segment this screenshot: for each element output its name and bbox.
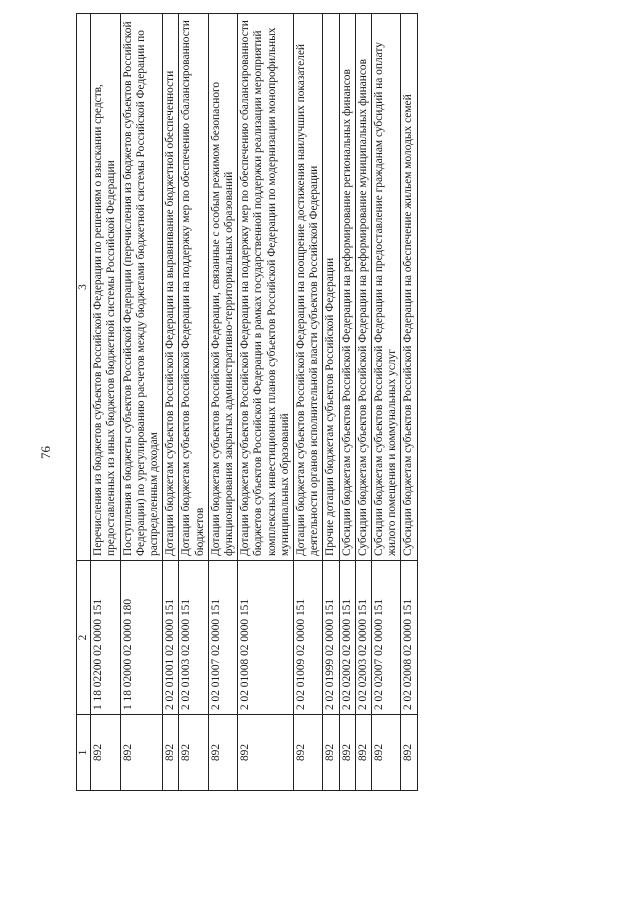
- table-row: [323, 14, 339, 791]
- admin-code-cell: 892: [208, 715, 237, 791]
- header-col-3: 3: [77, 14, 91, 561]
- admin-code-cell: 892: [238, 715, 294, 791]
- budget-code-cell: 1 18 02000 02 0000 180: [120, 561, 163, 715]
- budget-code-cell: 2 02 02002 02 0000 151: [339, 561, 355, 715]
- table-row: [294, 14, 323, 791]
- budget-code-cell: 2 02 01009 02 0000 151: [294, 561, 323, 715]
- admin-code-cell: 892: [163, 715, 179, 791]
- budget-code-cell: 2 02 01007 02 0000 151: [208, 561, 237, 715]
- description-cell: Субсидии бюджетам субъектов Российской Федерации на реформирование региональных финансов: [339, 14, 355, 561]
- table-row: [355, 14, 371, 791]
- admin-code-cell: 892: [179, 715, 208, 791]
- table-row: [401, 14, 417, 791]
- table-body: [91, 14, 417, 791]
- table-row: [339, 14, 355, 791]
- budget-code-cell: 2 02 01003 02 0000 151: [179, 561, 208, 715]
- description-cell: Субсидии бюджетам субъектов Российской Федерации на обеспечение жильем молодых семей: [401, 14, 417, 561]
- table-row: [120, 14, 163, 791]
- admin-code-cell: 892: [294, 715, 323, 791]
- description-cell: Дотации бюджетам субъектов Российской Федерации на поддержку мер по обеспечению сбалансированности бюджетов субъектов Российской Федерации в рамках государственной поддержки реализации мероприятий комплексных инвестиционных планов субъектов Российской Федерации по модернизации монопрофильных муниципальных образований: [238, 14, 294, 561]
- description-cell: Дотации бюджетам субъектов Российской Федерации на поддержку мер по обеспечению сбалансированности бюджетов: [179, 14, 208, 561]
- description-cell: Дотации бюджетам субъектов Российской Федерации, связанные с особым режимом безопасного функционирования закрытых административно-территориальных образований: [208, 14, 237, 561]
- admin-code-cell: 892: [323, 715, 339, 791]
- header-col-1: 1: [77, 715, 91, 791]
- table-row: [179, 14, 208, 791]
- budget-code-cell: 2 02 02007 02 0000 151: [372, 561, 401, 715]
- description-cell: Субсидии бюджетам субъектов Российской Федерации на реформирование муниципальных финансов: [355, 14, 371, 561]
- budget-code-cell: 2 02 02008 02 0000 151: [401, 561, 417, 715]
- description-cell: Прочие дотации бюджетам субъектов Российской Федерации: [323, 14, 339, 561]
- table-row: [238, 14, 294, 791]
- admin-code-cell: 892: [339, 715, 355, 791]
- description-cell: Поступления в бюджеты субъектов Российской Федерации (перечисления из бюджетов субъектов Российской Федерации) по урегулированию расчетов между бюджетами бюджетной системы Российской Федерации по распределенным доходам: [120, 14, 163, 561]
- admin-code-cell: 892: [120, 715, 163, 791]
- table-row: [91, 14, 120, 791]
- budget-code-cell: 2 02 01001 02 0000 151: [163, 561, 179, 715]
- budget-code-cell: 2 02 02003 02 0000 151: [355, 561, 371, 715]
- budget-code-cell: 2 02 01008 02 0000 151: [238, 561, 294, 715]
- description-cell: Дотации бюджетам субъектов Российской Федерации на поощрение достижения наилучших показателей деятельности органов исполнительной власти субъектов Российской Федерации: [294, 14, 323, 561]
- budget-code-cell: 2 02 01999 02 0000 151: [323, 561, 339, 715]
- table-row: [163, 14, 179, 791]
- admin-code-cell: 892: [91, 715, 120, 791]
- table-row: [208, 14, 237, 791]
- admin-code-cell: 892: [401, 715, 417, 791]
- budget-code-cell: 1 18 02200 02 0000 151: [91, 561, 120, 715]
- budget-code-table: [76, 13, 418, 791]
- description-cell: Дотации бюджетам субъектов Российской Федерации на выравнивание бюджетной обеспеченности: [163, 14, 179, 561]
- admin-code-cell: 892: [372, 715, 401, 791]
- admin-code-cell: 892: [355, 715, 371, 791]
- page-number: 76: [38, 446, 53, 459]
- header-col-2: 2: [77, 561, 91, 715]
- description-cell: Перечисления из бюджетов субъектов Российской Федерации по решениям о взыскании средств, предоставленных из иных бюджетов бюджетной системы Российской Федерации: [91, 14, 120, 561]
- table-header-row: [77, 14, 91, 791]
- table-row: [372, 14, 401, 791]
- description-cell: Субсидии бюджетам субъектов Российской Федерации на предоставление гражданам субсидий на оплату жилого помещения и коммунальных услуг: [372, 14, 401, 561]
